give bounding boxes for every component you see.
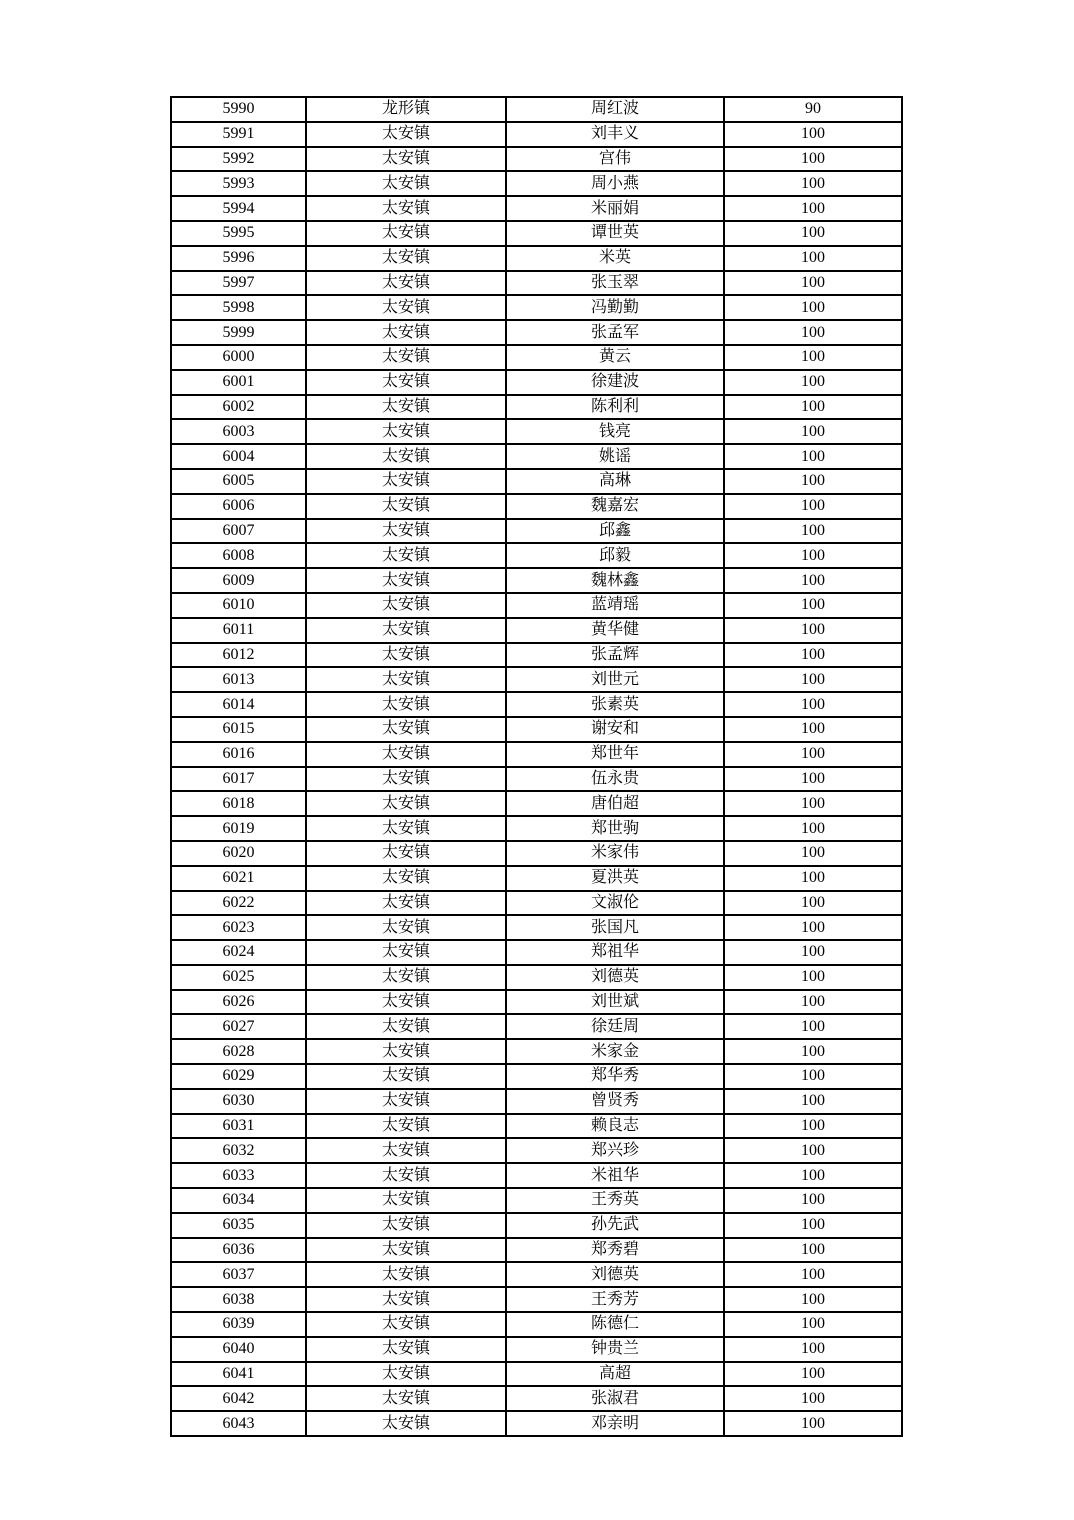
cell-id: 6033 [171, 1163, 306, 1188]
table-row [171, 1386, 902, 1411]
cell-town: 太安镇 [306, 1213, 506, 1238]
cell-name: 钟贵兰 [506, 1337, 724, 1362]
cell-id: 6020 [171, 841, 306, 866]
cell-name: 米祖华 [506, 1163, 724, 1188]
cell-name: 郑世驹 [506, 816, 724, 841]
table-row [171, 345, 902, 370]
cell-id: 6008 [171, 543, 306, 568]
cell-name: 高琳 [506, 469, 724, 494]
cell-name: 陈德仁 [506, 1312, 724, 1337]
cell-id: 6003 [171, 419, 306, 444]
cell-town: 太安镇 [306, 1039, 506, 1064]
cell-town: 太安镇 [306, 122, 506, 147]
cell-id: 6010 [171, 593, 306, 618]
cell-town: 太安镇 [306, 543, 506, 568]
cell-score: 100 [724, 1039, 902, 1064]
cell-name: 陈利利 [506, 395, 724, 420]
cell-town: 太安镇 [306, 246, 506, 271]
cell-score: 100 [724, 246, 902, 271]
cell-name: 郑秀碧 [506, 1238, 724, 1263]
cell-score: 100 [724, 1411, 902, 1436]
cell-name: 刘世斌 [506, 990, 724, 1015]
cell-name: 米英 [506, 246, 724, 271]
cell-town: 太安镇 [306, 1337, 506, 1362]
cell-town: 太安镇 [306, 568, 506, 593]
cell-name: 郑兴珍 [506, 1138, 724, 1163]
table-row [171, 1188, 902, 1213]
cell-score: 100 [724, 767, 902, 792]
cell-score: 100 [724, 395, 902, 420]
table-row [171, 742, 902, 767]
cell-id: 5997 [171, 271, 306, 296]
cell-town: 太安镇 [306, 915, 506, 940]
cell-town: 太安镇 [306, 742, 506, 767]
table-row [171, 866, 902, 891]
cell-id: 6023 [171, 915, 306, 940]
cell-score: 100 [724, 295, 902, 320]
table-row [171, 1163, 902, 1188]
cell-town: 太安镇 [306, 767, 506, 792]
table-row [171, 1089, 902, 1114]
cell-id: 6019 [171, 816, 306, 841]
cell-town: 太安镇 [306, 171, 506, 196]
cell-town: 太安镇 [306, 395, 506, 420]
cell-town: 太安镇 [306, 320, 506, 345]
cell-name: 张玉翠 [506, 271, 724, 296]
cell-score: 100 [724, 1262, 902, 1287]
cell-town: 太安镇 [306, 1188, 506, 1213]
table-row [171, 618, 902, 643]
cell-name: 郑祖华 [506, 940, 724, 965]
cell-town: 太安镇 [306, 1014, 506, 1039]
table-row [171, 1337, 902, 1362]
cell-name: 徐建波 [506, 370, 724, 395]
cell-id: 6004 [171, 444, 306, 469]
cell-name: 宫伟 [506, 147, 724, 172]
cell-id: 6000 [171, 345, 306, 370]
cell-name: 刘世元 [506, 667, 724, 692]
score-table [170, 96, 903, 1437]
cell-name: 邱鑫 [506, 519, 724, 544]
cell-name: 王秀英 [506, 1188, 724, 1213]
table-row [171, 990, 902, 1015]
cell-town: 太安镇 [306, 1238, 506, 1263]
cell-score: 100 [724, 1213, 902, 1238]
cell-id: 6001 [171, 370, 306, 395]
cell-score: 100 [724, 1064, 902, 1089]
cell-score: 100 [724, 221, 902, 246]
table-row [171, 543, 902, 568]
cell-name: 张素英 [506, 692, 724, 717]
cell-score: 100 [724, 593, 902, 618]
cell-id: 6038 [171, 1287, 306, 1312]
cell-id: 6032 [171, 1138, 306, 1163]
cell-id: 5990 [171, 97, 306, 122]
cell-id: 6042 [171, 1386, 306, 1411]
cell-score: 100 [724, 1238, 902, 1263]
table-row [171, 1138, 902, 1163]
cell-name: 米家伟 [506, 841, 724, 866]
cell-town: 太安镇 [306, 444, 506, 469]
cell-name: 文淑伦 [506, 891, 724, 916]
score-table-body [171, 97, 902, 1436]
cell-name: 郑世年 [506, 742, 724, 767]
cell-score: 100 [724, 1014, 902, 1039]
cell-id: 6015 [171, 717, 306, 742]
cell-score: 100 [724, 345, 902, 370]
cell-id: 6012 [171, 643, 306, 668]
table-row [171, 1362, 902, 1387]
cell-name: 邓亲明 [506, 1411, 724, 1436]
cell-name: 张孟军 [506, 320, 724, 345]
table-row [171, 122, 902, 147]
cell-town: 太安镇 [306, 891, 506, 916]
cell-name: 周小燕 [506, 171, 724, 196]
cell-score: 100 [724, 519, 902, 544]
cell-name: 邱毅 [506, 543, 724, 568]
cell-name: 夏洪英 [506, 866, 724, 891]
cell-town: 太安镇 [306, 1262, 506, 1287]
table-row [171, 816, 902, 841]
cell-score: 100 [724, 1163, 902, 1188]
cell-name: 冯勤勤 [506, 295, 724, 320]
table-row [171, 97, 902, 122]
table-row [171, 246, 902, 271]
cell-town: 太安镇 [306, 940, 506, 965]
cell-id: 6027 [171, 1014, 306, 1039]
table-row [171, 196, 902, 221]
cell-id: 6043 [171, 1411, 306, 1436]
table-row [171, 1411, 902, 1436]
cell-name: 刘德英 [506, 1262, 724, 1287]
cell-name: 张孟辉 [506, 643, 724, 668]
cell-id: 5994 [171, 196, 306, 221]
cell-town: 太安镇 [306, 419, 506, 444]
cell-name: 张国凡 [506, 915, 724, 940]
cell-id: 6016 [171, 742, 306, 767]
cell-name: 张淑君 [506, 1386, 724, 1411]
cell-score: 100 [724, 1287, 902, 1312]
cell-score: 100 [724, 965, 902, 990]
cell-name: 钱亮 [506, 419, 724, 444]
table-row [171, 444, 902, 469]
table-row [171, 1312, 902, 1337]
cell-score: 100 [724, 1138, 902, 1163]
cell-name: 曾贤秀 [506, 1089, 724, 1114]
cell-score: 100 [724, 469, 902, 494]
cell-id: 5995 [171, 221, 306, 246]
cell-score: 100 [724, 171, 902, 196]
table-row [171, 593, 902, 618]
cell-town: 太安镇 [306, 295, 506, 320]
cell-town: 太安镇 [306, 221, 506, 246]
table-row [171, 568, 902, 593]
cell-name: 赖良志 [506, 1114, 724, 1139]
cell-id: 5996 [171, 246, 306, 271]
cell-name: 王秀芳 [506, 1287, 724, 1312]
cell-score: 100 [724, 370, 902, 395]
cell-town: 太安镇 [306, 667, 506, 692]
cell-score: 100 [724, 1362, 902, 1387]
cell-town: 太安镇 [306, 519, 506, 544]
cell-town: 太安镇 [306, 370, 506, 395]
cell-id: 6030 [171, 1089, 306, 1114]
cell-id: 5991 [171, 122, 306, 147]
table-row [171, 1213, 902, 1238]
cell-town: 太安镇 [306, 965, 506, 990]
cell-score: 100 [724, 419, 902, 444]
table-row [171, 965, 902, 990]
cell-name: 魏林鑫 [506, 568, 724, 593]
table-row [171, 1262, 902, 1287]
cell-score: 100 [724, 692, 902, 717]
table-row [171, 221, 902, 246]
cell-id: 5992 [171, 147, 306, 172]
cell-id: 6006 [171, 494, 306, 519]
table-row [171, 1287, 902, 1312]
table-row [171, 1014, 902, 1039]
cell-town: 太安镇 [306, 196, 506, 221]
table-row [171, 419, 902, 444]
cell-id: 5999 [171, 320, 306, 345]
table-row [171, 891, 902, 916]
cell-score: 100 [724, 147, 902, 172]
cell-score: 100 [724, 643, 902, 668]
cell-id: 6018 [171, 791, 306, 816]
cell-score: 100 [724, 717, 902, 742]
cell-id: 5998 [171, 295, 306, 320]
cell-id: 6017 [171, 767, 306, 792]
cell-name: 魏嘉宏 [506, 494, 724, 519]
table-row [171, 841, 902, 866]
cell-score: 100 [724, 568, 902, 593]
table-row [171, 519, 902, 544]
table-row [171, 1064, 902, 1089]
cell-score: 100 [724, 1337, 902, 1362]
cell-town: 太安镇 [306, 271, 506, 296]
cell-score: 100 [724, 444, 902, 469]
cell-town: 太安镇 [306, 791, 506, 816]
cell-town: 太安镇 [306, 816, 506, 841]
cell-id: 5993 [171, 171, 306, 196]
table-row [171, 1238, 902, 1263]
cell-town: 太安镇 [306, 717, 506, 742]
cell-id: 6037 [171, 1262, 306, 1287]
cell-id: 6005 [171, 469, 306, 494]
table-row [171, 494, 902, 519]
cell-town: 太安镇 [306, 147, 506, 172]
cell-town: 太安镇 [306, 1114, 506, 1139]
cell-score: 100 [724, 618, 902, 643]
table-row [171, 171, 902, 196]
cell-id: 6007 [171, 519, 306, 544]
cell-town: 太安镇 [306, 618, 506, 643]
cell-name: 郑华秀 [506, 1064, 724, 1089]
table-row [171, 692, 902, 717]
cell-score: 100 [724, 1114, 902, 1139]
cell-name: 高超 [506, 1362, 724, 1387]
cell-score: 100 [724, 915, 902, 940]
cell-name: 谭世英 [506, 221, 724, 246]
cell-name: 姚谣 [506, 444, 724, 469]
cell-score: 100 [724, 1089, 902, 1114]
cell-score: 100 [724, 990, 902, 1015]
cell-score: 100 [724, 543, 902, 568]
table-row [171, 643, 902, 668]
cell-score: 100 [724, 494, 902, 519]
cell-town: 太安镇 [306, 1163, 506, 1188]
cell-name: 刘德英 [506, 965, 724, 990]
cell-id: 6014 [171, 692, 306, 717]
cell-id: 6013 [171, 667, 306, 692]
cell-id: 6028 [171, 1039, 306, 1064]
cell-score: 100 [724, 841, 902, 866]
cell-id: 6025 [171, 965, 306, 990]
cell-name: 米家金 [506, 1039, 724, 1064]
cell-id: 6039 [171, 1312, 306, 1337]
table-row [171, 767, 902, 792]
cell-name: 孙先武 [506, 1213, 724, 1238]
cell-name: 谢安和 [506, 717, 724, 742]
table-row [171, 1039, 902, 1064]
cell-town: 太安镇 [306, 1138, 506, 1163]
table-row [171, 667, 902, 692]
cell-town: 太安镇 [306, 866, 506, 891]
cell-town: 太安镇 [306, 593, 506, 618]
cell-town: 太安镇 [306, 1287, 506, 1312]
table-row [171, 395, 902, 420]
cell-town: 太安镇 [306, 469, 506, 494]
cell-name: 米丽娟 [506, 196, 724, 221]
cell-id: 6031 [171, 1114, 306, 1139]
cell-town: 太安镇 [306, 345, 506, 370]
cell-town: 太安镇 [306, 1089, 506, 1114]
cell-id: 6036 [171, 1238, 306, 1263]
cell-score: 100 [724, 1188, 902, 1213]
cell-town: 太安镇 [306, 1362, 506, 1387]
table-row [171, 915, 902, 940]
cell-name: 周红波 [506, 97, 724, 122]
cell-name: 徐廷周 [506, 1014, 724, 1039]
cell-id: 6034 [171, 1188, 306, 1213]
cell-score: 100 [724, 122, 902, 147]
cell-town: 太安镇 [306, 1064, 506, 1089]
table-row [171, 717, 902, 742]
cell-town: 龙形镇 [306, 97, 506, 122]
cell-name: 蓝靖瑶 [506, 593, 724, 618]
cell-score: 100 [724, 667, 902, 692]
cell-town: 太安镇 [306, 494, 506, 519]
cell-id: 6040 [171, 1337, 306, 1362]
cell-id: 6011 [171, 618, 306, 643]
cell-id: 6021 [171, 866, 306, 891]
cell-score: 100 [724, 196, 902, 221]
cell-name: 唐伯超 [506, 791, 724, 816]
cell-town: 太安镇 [306, 1312, 506, 1337]
cell-id: 6024 [171, 940, 306, 965]
cell-score: 90 [724, 97, 902, 122]
table-row [171, 320, 902, 345]
cell-name: 伍永贵 [506, 767, 724, 792]
cell-town: 太安镇 [306, 841, 506, 866]
cell-town: 太安镇 [306, 1411, 506, 1436]
cell-score: 100 [724, 742, 902, 767]
cell-score: 100 [724, 320, 902, 345]
cell-id: 6029 [171, 1064, 306, 1089]
cell-town: 太安镇 [306, 1386, 506, 1411]
cell-name: 黄云 [506, 345, 724, 370]
cell-id: 6009 [171, 568, 306, 593]
table-row [171, 940, 902, 965]
cell-name: 刘丰义 [506, 122, 724, 147]
table-row [171, 147, 902, 172]
cell-name: 黄华健 [506, 618, 724, 643]
cell-score: 100 [724, 271, 902, 296]
table-row [171, 370, 902, 395]
cell-town: 太安镇 [306, 643, 506, 668]
table-row [171, 791, 902, 816]
table-row [171, 271, 902, 296]
cell-town: 太安镇 [306, 990, 506, 1015]
cell-score: 100 [724, 866, 902, 891]
table-row [171, 469, 902, 494]
cell-score: 100 [724, 940, 902, 965]
cell-score: 100 [724, 1386, 902, 1411]
cell-id: 6026 [171, 990, 306, 1015]
cell-id: 6002 [171, 395, 306, 420]
cell-score: 100 [724, 816, 902, 841]
cell-score: 100 [724, 1312, 902, 1337]
cell-id: 6041 [171, 1362, 306, 1387]
cell-town: 太安镇 [306, 692, 506, 717]
cell-id: 6035 [171, 1213, 306, 1238]
cell-score: 100 [724, 891, 902, 916]
table-row [171, 1114, 902, 1139]
table-row [171, 295, 902, 320]
cell-score: 100 [724, 791, 902, 816]
cell-id: 6022 [171, 891, 306, 916]
